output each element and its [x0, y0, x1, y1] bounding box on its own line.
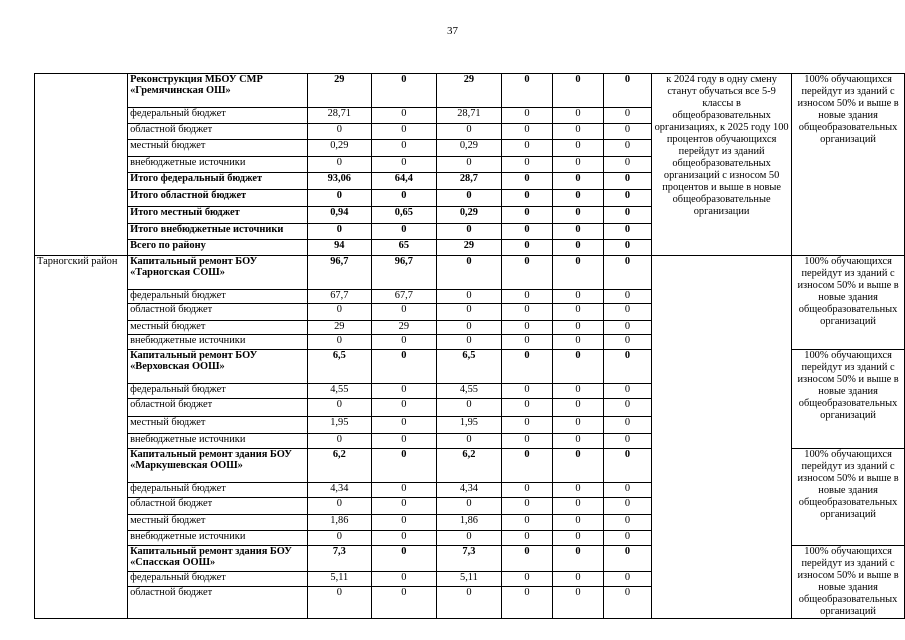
value-cell: 0 — [603, 449, 651, 483]
value-cell: 6,2 — [436, 449, 501, 483]
value-cell: 0 — [436, 190, 501, 207]
row-label: областной бюджет — [128, 124, 308, 140]
value-cell: 0 — [436, 256, 501, 290]
row-label: Капитальный ремонт БОУ «Тарногская СОШ» — [128, 256, 308, 290]
value-cell: 0 — [552, 108, 603, 124]
value-cell: 4,34 — [436, 483, 501, 498]
value-cell: 6,5 — [307, 350, 371, 384]
value-cell: 0 — [552, 190, 603, 207]
value-cell: 0 — [501, 399, 552, 417]
value-cell: 0 — [307, 335, 371, 350]
value-cell: 0 — [371, 434, 436, 449]
row-label: местный бюджет — [128, 515, 308, 531]
value-cell: 0 — [552, 124, 603, 140]
value-cell: 0 — [501, 350, 552, 384]
value-cell: 0 — [552, 531, 603, 546]
value-cell: 0 — [603, 240, 651, 256]
value-cell: 0 — [552, 290, 603, 304]
row-label: внебюджетные источники — [128, 335, 308, 350]
budget-table — [34, 73, 905, 619]
value-cell: 0 — [603, 290, 651, 304]
row-label: местный бюджет — [128, 417, 308, 434]
value-cell: 0 — [552, 321, 603, 335]
value-cell: 0 — [371, 498, 436, 515]
value-cell: 0 — [371, 417, 436, 434]
row-label: местный бюджет — [128, 140, 308, 157]
value-cell: 29 — [307, 321, 371, 335]
value-cell: 1,86 — [436, 515, 501, 531]
row-label: Капитальный ремонт БОУ «Верховская ООШ» — [128, 350, 308, 384]
value-cell: 5,11 — [307, 571, 371, 586]
value-cell: 4,55 — [436, 384, 501, 399]
value-cell: 0 — [501, 140, 552, 157]
row-label: Итого внебюджетные источники — [128, 224, 308, 240]
value-cell: 0 — [371, 157, 436, 173]
value-cell: 0 — [603, 224, 651, 240]
value-cell: 0 — [501, 546, 552, 572]
value-cell: 0 — [501, 498, 552, 515]
value-cell: 0 — [552, 546, 603, 572]
value-cell: 0 — [307, 124, 371, 140]
value-cell: 1,95 — [436, 417, 501, 434]
value-cell: 6,5 — [436, 350, 501, 384]
result-cell: 100% обучающихся перейдут из зданий с износом 50% и выше в новые здания общеобразовательных организаций — [792, 449, 905, 546]
value-cell: 0 — [501, 190, 552, 207]
value-cell: 0 — [436, 399, 501, 417]
row-label: Итого федеральный бюджет — [128, 173, 308, 190]
value-cell: 0 — [307, 190, 371, 207]
value-cell: 0 — [501, 587, 552, 619]
value-cell: 0 — [501, 483, 552, 498]
value-cell: 0 — [501, 449, 552, 483]
value-cell: 5,11 — [436, 571, 501, 586]
value-cell: 96,7 — [307, 256, 371, 290]
value-cell: 0 — [501, 240, 552, 256]
value-cell: 0,29 — [307, 140, 371, 157]
value-cell: 0 — [501, 571, 552, 586]
value-cell: 0 — [436, 224, 501, 240]
value-cell: 0 — [501, 384, 552, 399]
value-cell: 0 — [552, 350, 603, 384]
value-cell: 0 — [307, 498, 371, 515]
value-cell: 1,95 — [307, 417, 371, 434]
value-cell: 0 — [371, 449, 436, 483]
value-cell: 0 — [436, 531, 501, 546]
row-label: федеральный бюджет — [128, 483, 308, 498]
value-cell: 96,7 — [371, 256, 436, 290]
value-cell: 0 — [603, 399, 651, 417]
value-cell: 0 — [371, 483, 436, 498]
indicator-cell-empty — [652, 256, 792, 619]
value-cell: 0 — [501, 207, 552, 224]
value-cell: 0 — [307, 304, 371, 321]
value-cell: 0 — [603, 190, 651, 207]
value-cell: 4,55 — [307, 384, 371, 399]
value-cell: 0 — [436, 335, 501, 350]
value-cell: 0 — [371, 335, 436, 350]
value-cell: 0 — [552, 587, 603, 619]
value-cell: 0 — [307, 531, 371, 546]
value-cell: 0 — [371, 74, 436, 108]
value-cell: 0 — [603, 140, 651, 157]
value-cell: 0 — [603, 304, 651, 321]
district-cell: Тарногский район — [35, 256, 128, 619]
table-row — [35, 256, 905, 290]
value-cell: 0 — [371, 587, 436, 619]
value-cell: 0 — [501, 417, 552, 434]
value-cell: 0 — [603, 546, 651, 572]
value-cell: 0 — [436, 157, 501, 173]
value-cell: 0 — [603, 74, 651, 108]
value-cell: 29 — [371, 321, 436, 335]
value-cell: 4,34 — [307, 483, 371, 498]
row-label: федеральный бюджет — [128, 108, 308, 124]
value-cell: 0 — [501, 304, 552, 321]
value-cell: 0 — [501, 335, 552, 350]
value-cell: 0 — [501, 108, 552, 124]
value-cell: 0 — [501, 321, 552, 335]
value-cell: 0 — [603, 384, 651, 399]
row-label: федеральный бюджет — [128, 571, 308, 586]
value-cell: 0 — [603, 571, 651, 586]
value-cell: 28,71 — [307, 108, 371, 124]
value-cell: 0 — [603, 256, 651, 290]
value-cell: 0 — [552, 74, 603, 108]
value-cell: 0 — [552, 399, 603, 417]
value-cell: 0 — [371, 384, 436, 399]
value-cell: 0 — [307, 157, 371, 173]
value-cell: 64,4 — [371, 173, 436, 190]
row-label: Реконструкция МБОУ СМР «Гремячинская ОШ» — [128, 74, 308, 108]
value-cell: 0 — [436, 498, 501, 515]
value-cell: 0 — [552, 449, 603, 483]
row-label: федеральный бюджет — [128, 384, 308, 399]
result-cell: 100% обучающихся перейдут из зданий с износом 50% и выше в новые здания общеобразовательных организаций — [792, 546, 905, 619]
value-cell: 0 — [603, 157, 651, 173]
value-cell: 0 — [501, 124, 552, 140]
value-cell: 93,06 — [307, 173, 371, 190]
value-cell: 0 — [552, 384, 603, 399]
value-cell: 94 — [307, 240, 371, 256]
value-cell: 0 — [603, 108, 651, 124]
result-cell: 100% обучающихся перейдут из зданий с износом 50% и выше в новые здания общеобразовательных организаций — [792, 74, 905, 256]
value-cell: 0 — [501, 434, 552, 449]
value-cell: 0 — [371, 190, 436, 207]
value-cell: 28,71 — [436, 108, 501, 124]
value-cell: 0 — [552, 140, 603, 157]
value-cell: 0 — [371, 546, 436, 572]
value-cell: 0 — [371, 515, 436, 531]
value-cell: 0 — [307, 399, 371, 417]
value-cell: 0 — [552, 240, 603, 256]
value-cell: 0 — [501, 515, 552, 531]
value-cell: 0 — [552, 335, 603, 350]
row-label: Итого местный бюджет — [128, 207, 308, 224]
value-cell: 0 — [552, 417, 603, 434]
value-cell: 0,94 — [307, 207, 371, 224]
value-cell: 0 — [603, 417, 651, 434]
value-cell: 0 — [307, 224, 371, 240]
result-cell: 100% обучающихся перейдут из зданий с износом 50% и выше в новые здания общеобразовательных организаций — [792, 350, 905, 449]
value-cell: 0 — [552, 498, 603, 515]
value-cell: 0 — [436, 587, 501, 619]
value-cell: 0 — [501, 256, 552, 290]
value-cell: 6,2 — [307, 449, 371, 483]
value-cell: 0 — [603, 321, 651, 335]
row-label: областной бюджет — [128, 304, 308, 321]
row-label: областной бюджет — [128, 587, 308, 619]
value-cell: 0 — [436, 124, 501, 140]
row-label: федеральный бюджет — [128, 290, 308, 304]
row-label: Всего по району — [128, 240, 308, 256]
value-cell: 28,7 — [436, 173, 501, 190]
value-cell: 0 — [552, 304, 603, 321]
value-cell: 0 — [552, 157, 603, 173]
value-cell: 0 — [552, 483, 603, 498]
district-cell-prev — [35, 74, 128, 256]
value-cell: 0 — [552, 224, 603, 240]
value-cell: 0 — [603, 207, 651, 224]
value-cell: 1,86 — [307, 515, 371, 531]
value-cell: 0 — [371, 350, 436, 384]
value-cell: 0 — [603, 124, 651, 140]
row-label: внебюджетные источники — [128, 531, 308, 546]
value-cell: 0 — [603, 515, 651, 531]
row-label: внебюджетные источники — [128, 434, 308, 449]
value-cell: 0 — [501, 173, 552, 190]
value-cell: 0 — [603, 434, 651, 449]
value-cell: 0 — [603, 498, 651, 515]
value-cell: 0 — [371, 304, 436, 321]
page-number: 37 — [447, 25, 458, 37]
value-cell: 0 — [501, 290, 552, 304]
value-cell: 0,65 — [371, 207, 436, 224]
value-cell: 0,29 — [436, 140, 501, 157]
value-cell: 0 — [501, 531, 552, 546]
value-cell: 0 — [552, 256, 603, 290]
value-cell: 0 — [603, 335, 651, 350]
row-label: внебюджетные источники — [128, 157, 308, 173]
value-cell: 7,3 — [307, 546, 371, 572]
value-cell: 0 — [307, 434, 371, 449]
value-cell: 0 — [501, 157, 552, 173]
indicator-cell: к 2024 году в одну смену станут обучаться все 5-9 классы в общеобразовательных организациях, к 2025 году 100 процентов обучающихся перейдут из зданий общеобразовательных организаций с износом 50 процентов и выше в новые общеобразовательные организации — [652, 74, 792, 256]
table-row — [35, 74, 905, 108]
value-cell: 0 — [307, 587, 371, 619]
value-cell: 67,7 — [371, 290, 436, 304]
value-cell: 65 — [371, 240, 436, 256]
value-cell: 0 — [371, 399, 436, 417]
value-cell: 0 — [371, 124, 436, 140]
value-cell: 0 — [552, 173, 603, 190]
value-cell: 0 — [371, 140, 436, 157]
result-cell: 100% обучающихся перейдут из зданий с износом 50% и выше в новые здания общеобразовательных организаций — [792, 256, 905, 350]
value-cell: 0 — [552, 434, 603, 449]
value-cell: 67,7 — [307, 290, 371, 304]
row-label: Капитальный ремонт здания БОУ «Спасская ООШ» — [128, 546, 308, 572]
value-cell: 0 — [371, 224, 436, 240]
value-cell: 0 — [371, 108, 436, 124]
value-cell: 0,29 — [436, 207, 501, 224]
value-cell: 29 — [436, 240, 501, 256]
value-cell: 0 — [603, 483, 651, 498]
value-cell: 0 — [436, 290, 501, 304]
value-cell: 0 — [436, 304, 501, 321]
value-cell: 0 — [603, 350, 651, 384]
value-cell: 0 — [552, 515, 603, 531]
value-cell: 0 — [603, 587, 651, 619]
row-label: областной бюджет — [128, 498, 308, 515]
row-label: Итого областной бюджет — [128, 190, 308, 207]
value-cell: 0 — [603, 531, 651, 546]
value-cell: 0 — [436, 321, 501, 335]
value-cell: 0 — [436, 434, 501, 449]
value-cell: 0 — [501, 224, 552, 240]
row-label: Капитальный ремонт здания БОУ «Маркушевская ООШ» — [128, 449, 308, 483]
value-cell: 29 — [307, 74, 371, 108]
value-cell: 0 — [552, 207, 603, 224]
value-cell: 0 — [501, 74, 552, 108]
value-cell: 0 — [552, 571, 603, 586]
row-label: областной бюджет — [128, 399, 308, 417]
value-cell: 7,3 — [436, 546, 501, 572]
value-cell: 0 — [603, 173, 651, 190]
value-cell: 0 — [371, 571, 436, 586]
value-cell: 0 — [371, 531, 436, 546]
row-label: местный бюджет — [128, 321, 308, 335]
value-cell: 29 — [436, 74, 501, 108]
